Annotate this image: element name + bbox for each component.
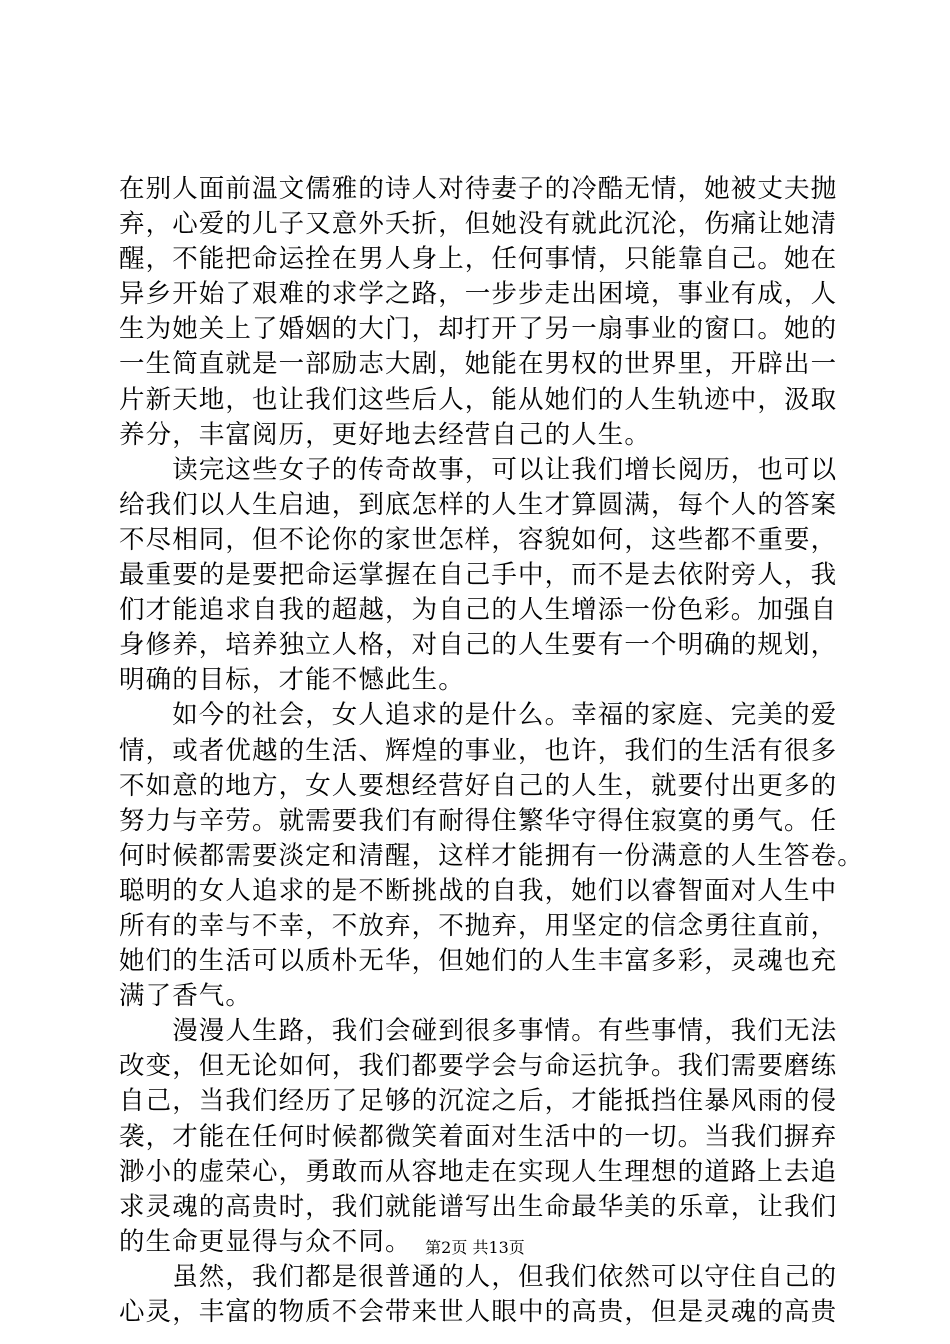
text-line: 不尽相同，但不论你的家世怎样，容貌如何，这些都不重要， bbox=[119, 524, 838, 555]
text-line: 不如意的地方，女人要想经营好自己的人生，就要付出更多的 bbox=[119, 770, 838, 801]
text-line: 自己，当我们经历了足够的沉淀之后，才能抵挡住暴风雨的侵 bbox=[119, 1086, 838, 1117]
text-line: 她们的生活可以质朴无华，但她们的人生丰富多彩，灵魂也充 bbox=[119, 946, 838, 977]
text-line: 虽然，我们都是很普通的人，但我们依然可以守住自己的 bbox=[119, 1261, 838, 1292]
text-line: 聪明的女人追求的是不断挑战的自我，她们以睿智面对人生中 bbox=[119, 875, 838, 906]
text-line: 片新天地，也让我们这些后人，能从她们的人生轨迹中，汲取 bbox=[119, 384, 838, 415]
text-line: 弃，心爱的儿子又意外夭折，但她没有就此沉沦，伤痛让她清 bbox=[119, 209, 838, 240]
page-footer bbox=[0, 1237, 950, 1259]
text-line: 在别人面前温文儒雅的诗人对待妻子的冷酷无情，她被丈夫抛 bbox=[119, 174, 838, 204]
text-line: 渺小的虚荣心，勇敢而从容地走在实现人生理想的道路上去追 bbox=[119, 1156, 838, 1187]
text-line: 最重要的是要把命运掌握在自己手中，而不是去依附旁人，我 bbox=[119, 560, 838, 591]
text-line: 异乡开始了艰难的求学之路，一步步走出困境，事业有成，人 bbox=[119, 279, 838, 310]
text-line: 漫漫人生路，我们会碰到很多事情。有些事情，我们无法 bbox=[119, 1016, 838, 1047]
text-line: 生为她关上了婚姻的大门，却打开了另一扇事业的窗口。她的 bbox=[119, 314, 838, 345]
text-line: 养分，丰富阅历，更好地去经营自己的人生。 bbox=[119, 419, 652, 450]
text-line: 身修养，培养独立人格，对自己的人生要有一个明确的规划， bbox=[119, 630, 838, 661]
text-line: 明确的目标，才能不憾此生。 bbox=[119, 665, 465, 696]
text-line: 何时候都需要淡定和清醒，这样才能拥有一份满意的人生答卷。 bbox=[119, 840, 864, 871]
text-line: 所有的幸与不幸，不放弃，不抛弃，用坚定的信念勇往直前， bbox=[119, 910, 838, 941]
text-line: 醒，不能把命运拴在男人身上，任何事情，只能靠自己。她在 bbox=[119, 244, 838, 275]
text-line: 袭，才能在任何时候都微笑着面对生活中的一切。当我们摒弃 bbox=[119, 1121, 838, 1152]
page-number-label: 第2页 共13页 bbox=[425, 1238, 525, 1257]
text-line: 的生命更显得与众不同。 bbox=[119, 1226, 412, 1257]
text-line: 情，或者优越的生活、辉煌的事业，也许，我们的生活有很多 bbox=[119, 735, 838, 766]
text-line: 一生简直就是一部励志大剧，她能在男权的世界里，开辟出一 bbox=[119, 349, 838, 380]
body-text bbox=[119, 172, 864, 1330]
text-line: 给我们以人生启迪，到底怎样的人生才算圆满，每个人的答案 bbox=[119, 489, 838, 520]
text-line: 如今的社会，女人追求的是什么。幸福的家庭、完美的爱 bbox=[119, 700, 838, 731]
text-line: 努力与辛劳。就需要我们有耐得住繁华守得住寂寞的勇气。任 bbox=[119, 805, 838, 836]
text-line: 心灵，丰富的物质不会带来世人眼中的高贵，但是灵魂的高贵 bbox=[119, 1297, 838, 1327]
text-line: 改变，但无论如何，我们都要学会与命运抗争。我们需要磨练 bbox=[119, 1051, 838, 1082]
text-line: 满了香气。 bbox=[119, 981, 253, 1012]
text-line: 求灵魂的高贵时，我们就能谱写出生命最华美的乐章，让我们 bbox=[119, 1191, 838, 1222]
text-line: 们才能追求自我的超越，为自己的人生增添一份色彩。加强自 bbox=[119, 595, 838, 626]
text-line: 读完这些女子的传奇故事，可以让我们增长阅历，也可以 bbox=[119, 454, 838, 485]
